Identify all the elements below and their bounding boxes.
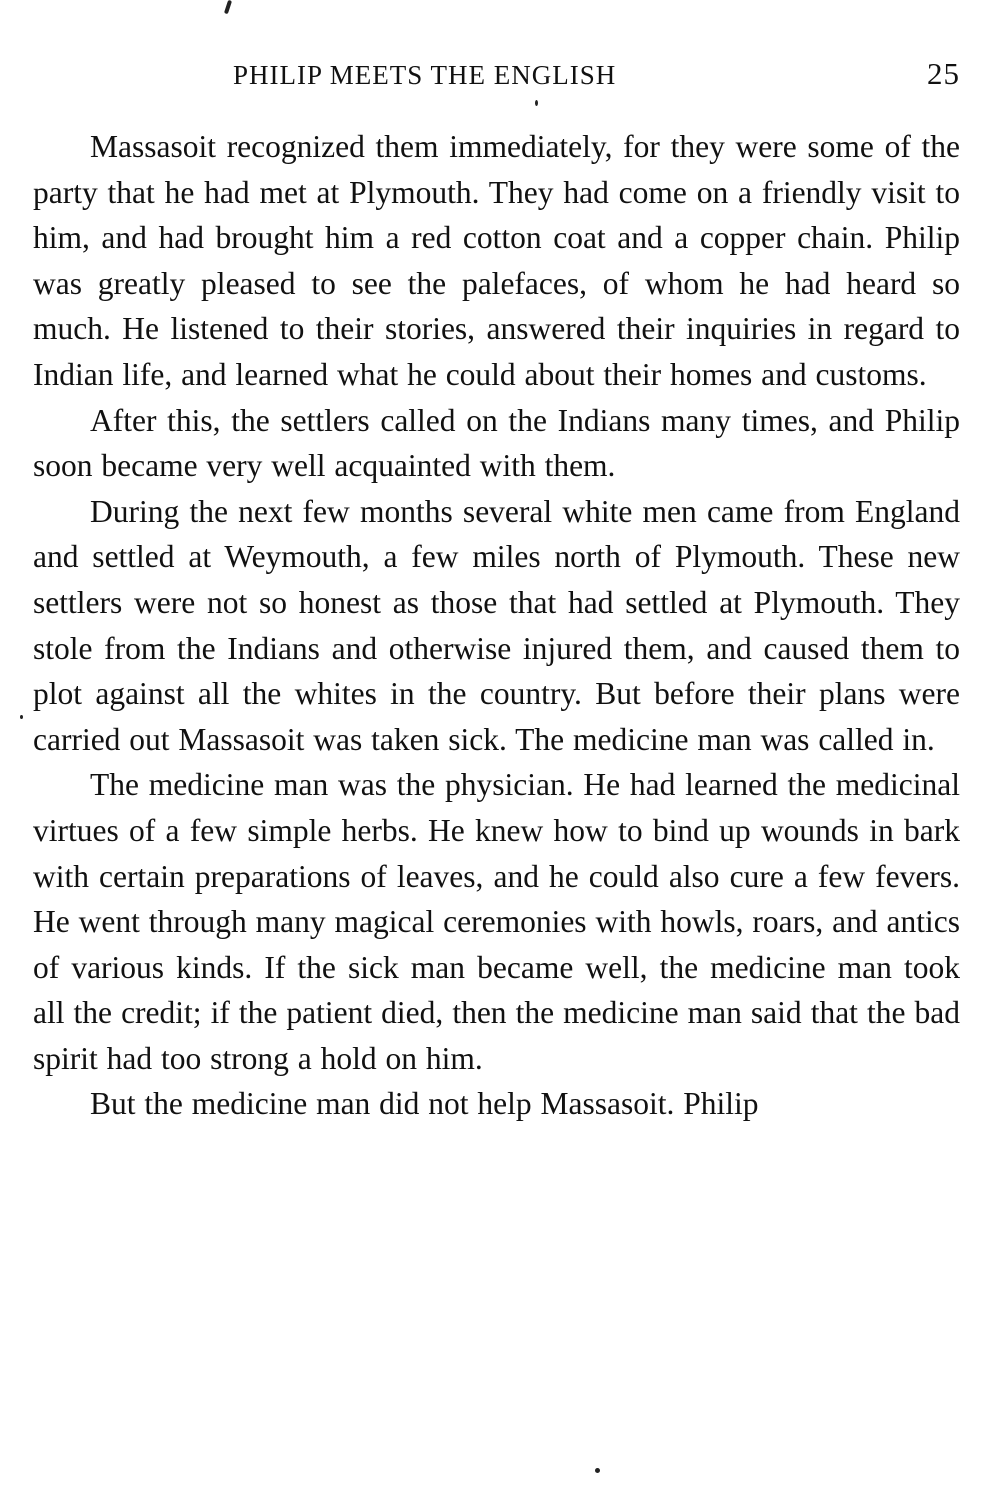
page-number: 25 bbox=[927, 56, 960, 91]
paragraph: The medicine man was the physician. He had learned the medicinal virtues of a few simple herbs. He knew how to bind up wounds in bark with certain preparations of leaves, and he could also cure a few fevers. He went through many magical ceremonies with howls, roars, and antics of various kinds. If the sick man became well, the medicine man took all the credit; if the patient died, then the medicine man said that the bad spirit had too strong a hold on him. bbox=[33, 767, 960, 1076]
running-title: PHILIP MEETS THE ENGLISH bbox=[233, 60, 617, 90]
paragraph: Massasoit recognized them immediately, for they were some of the party that he had met at Plymouth. They had come on a friendly visit to him, and had brought him a red cotton coat and a copper chain. Philip was greatly pleased to see the palefaces, of whom he had heard so much. He listened to their stories, answered their inquiries in regard to Indian life, and learned what he could about their homes and customs. bbox=[33, 129, 960, 392]
paragraph: During the next few months several white men came from England and settled at Weymouth, a few miles north of Plymouth. These new settlers were not so honest as those that had settled at Plymouth. They stole from the Indians and otherwise injured them, and caused them to plot against all the whites in the country. But before their plans were carried out Massasoit was taken sick. The medicine man was called in. bbox=[33, 493, 960, 757]
book-page bbox=[33, 50, 960, 1127]
print-speck bbox=[224, 0, 232, 14]
paragraph: But the medicine man did not help Massasoit. Philip bbox=[90, 1086, 759, 1122]
paragraph: After this, the settlers called on the Indians many times, and Philip soon became very well acquainted with them. bbox=[33, 402, 960, 484]
body-text bbox=[33, 124, 960, 1127]
print-speck bbox=[595, 1468, 600, 1473]
print-speck bbox=[20, 715, 23, 719]
running-head bbox=[33, 50, 960, 96]
